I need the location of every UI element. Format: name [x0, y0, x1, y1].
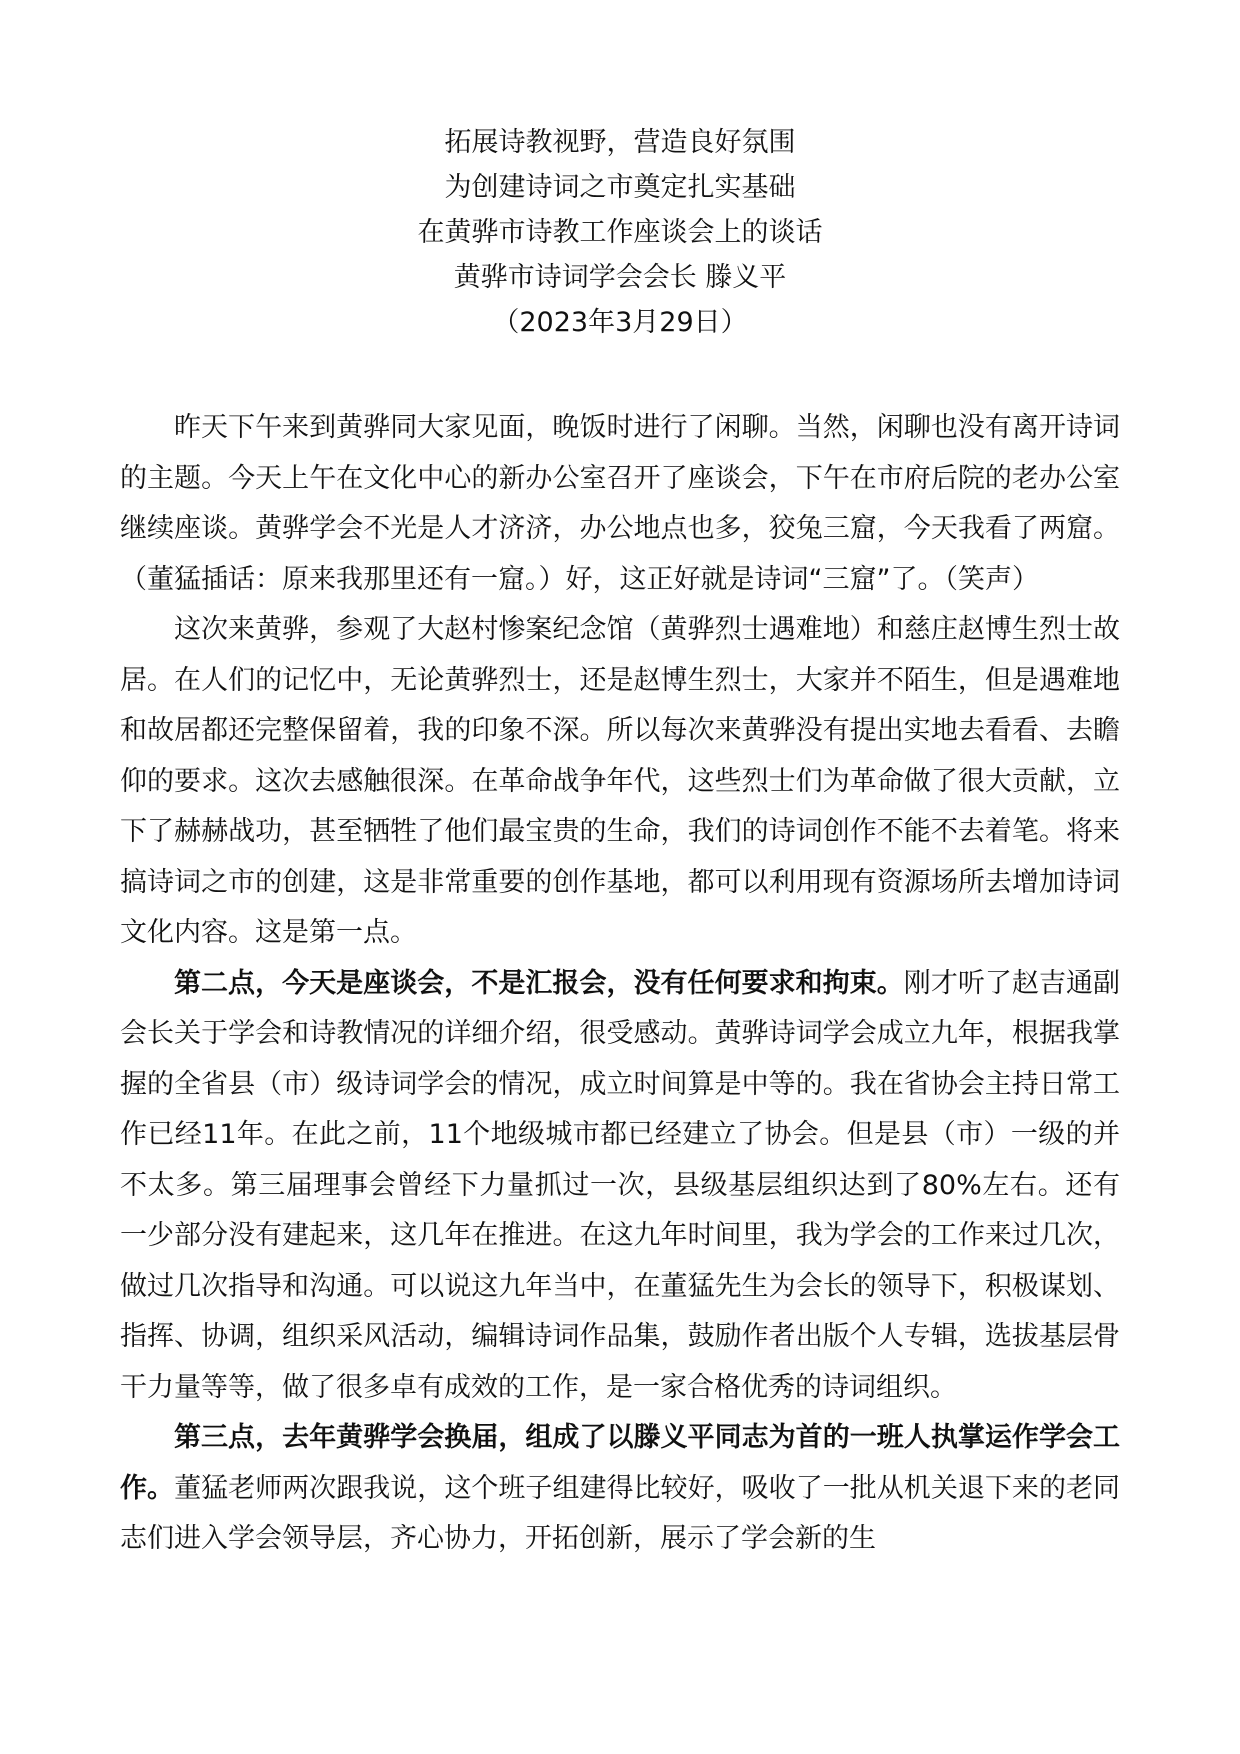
title-block [120, 120, 1120, 345]
paragraph-lead: 第三点，去年黄骅学会换届，组成了以滕义平同志为首的一班人执掌运作学会工作。 [120, 1422, 1120, 1504]
paragraph-3 [120, 959, 1120, 1414]
paragraph-text: 昨天下午来到黄骅同大家见面，晚饭时进行了闲聊。当然，闲聊也没有离开诗词的主题。今天上午在文化中心的新办公室召开了座谈会，下午在市府后院的老办公室继续座谈。黄骅学会不光是人才济济，办公地点也多，狡兔三窟，今天我看了两窟。（董猛插话：原来我那里还有一窟。）好，这正好就是诗词“三窟”了。（笑声） [120, 412, 1120, 595]
document-body [120, 403, 1120, 1565]
main-title: 拓展诗教视野，营造良好氛围 [444, 127, 796, 158]
document-page [120, 120, 1120, 1565]
paragraph-1 [120, 403, 1120, 605]
main-title-line-2: 为创建诗词之市奠定扎实基础 [444, 172, 796, 203]
paragraph-2 [120, 605, 1120, 959]
subtitle: 在黄骅市诗教工作座谈会上的谈话 [417, 217, 823, 248]
paragraph-lead: 第二点，今天是座谈会，不是汇报会，没有任何要求和拘束。 [174, 967, 904, 999]
paragraph-text: 刚才听了赵吉通副会长关于学会和诗教情况的详细介绍，很受感动。黄骅诗词学会成立九年，根据我掌握的全省县（市）级诗词学会的情况，成立时间算是中等的。我在省协会主持日常工作已经11年。在此之前，11个地级城市都已经建立了协会。但是县（市）一级的并不太多。第三届理事会曾经下力量抓过一次，县级基层组织达到了80%左右。还有一少部分没有建起来，这几年在推进。在这九年时间里，我为学会的工作来过几次，做过几次指导和沟通。可以说这九年当中，在董猛先生为会长的领导下，积极谋划、指挥、协调，组织采风活动，编辑诗词作品集，鼓励作者出版个人专辑，选拔基层骨干力量等等，做了很多卓有成效的工作，是一家合格优秀的诗词组织。 [120, 967, 1121, 1403]
author-line: 黄骅市诗词学会会长 滕义平 [453, 262, 787, 293]
paragraph-4 [120, 1413, 1120, 1565]
paragraph-text: 这次来黄骅，参观了大赵村惨案纪念馆（黄骅烈士遇难地）和慈庄赵博生烈士故居。在人们的记忆中，无论黄骅烈士，还是赵博生烈士，大家并不陌生，但是遇难地和故居都还完整保留着，我的印象不深。所以每次来黄骅没有提出实地去看看、去瞻仰的要求。这次去感触很深。在革命战争年代，这些烈士们为革命做了很大贡献，立下了赫赫战功，甚至牺牲了他们最宝贵的生命，我们的诗词创作不能不去着笔。将来搞诗词之市的创建，这是非常重要的创作基地，都可以利用现有资源场所去增加诗词文化内容。这是第一点。 [120, 614, 1120, 948]
paragraph-text: 董猛老师两次跟我说，这个班子组建得比较好，吸收了一批从机关退下来的老同志们进入学会领导层，齐心协力，开拓创新，展示了学会新的生 [120, 1472, 1121, 1554]
date-line: （2023年3月29日） [492, 307, 748, 338]
